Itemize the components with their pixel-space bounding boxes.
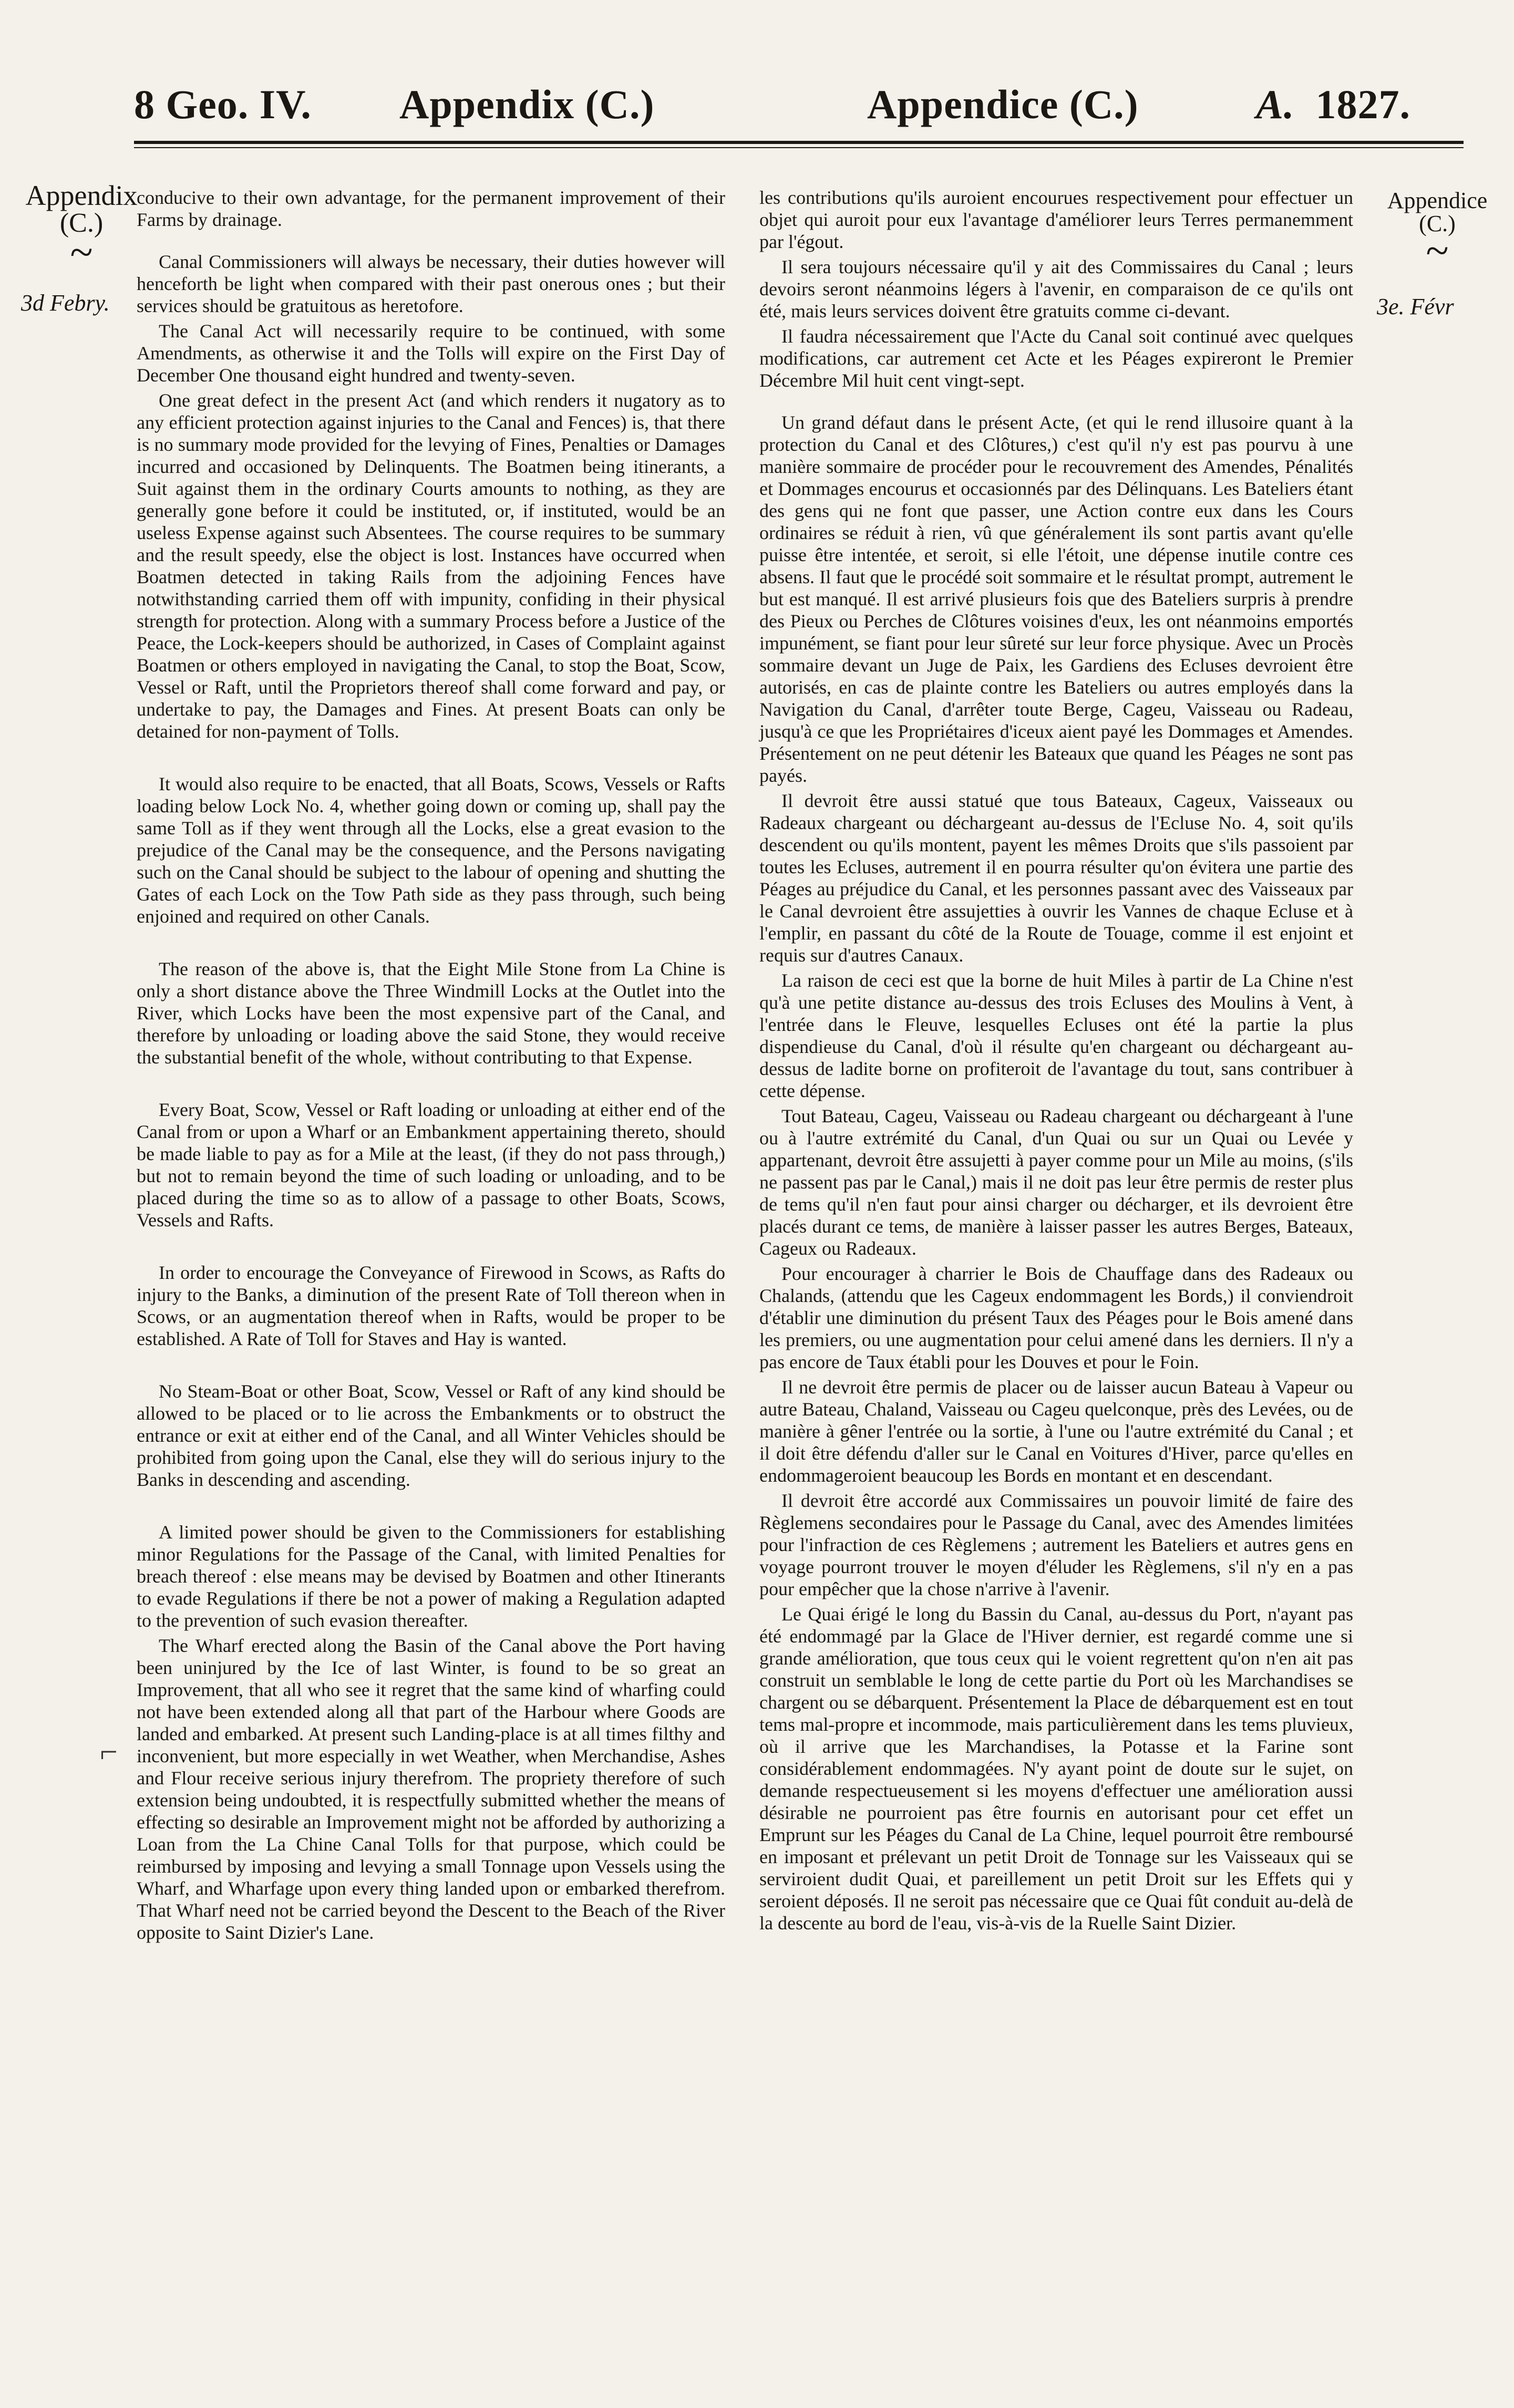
french-paragraph-3: Il faudra nécessairement que l'Acte du Canal soit continué avec quelques modifications, car autrement cet Acte et les Péages expireront le Premier Décembre Mil huit cent vingt-sept.	[759, 326, 1353, 391]
margin-note-left	[21, 181, 142, 315]
margin-right-appendice: Appendice	[1387, 188, 1488, 213]
english-paragraph-1: conducive to their own advantage, for the permanent improvement of their Farms by drainage.	[137, 187, 725, 230]
english-paragraph-2: Canal Commissioners will always be necessary, their duties however will henceforth be light when compared with their past onerous ones ; but their services should be gratuitous as heretofore.	[137, 251, 725, 316]
french-paragraph-9: Il ne devroit être permis de placer ou de laisser aucun Bateau à Vapeur ou autre Bateau, Chaland, Vaisseau ou Cageu quelconque, près des Levées, ou de manière à gêner l'entrée ou la sortie, à l'une ou l'autre extrémité du Canal ; et il doit être défendu d'aller sur le Canal en Voitures d'Hiver, parce qu'elles en endommageroient beaucoup les Bords en montant et en descendant.	[759, 1377, 1353, 1486]
english-paragraph-11: The Wharf erected along the Basin of the Canal above the Port having been uninjured by the Ice of last Winter, is found to be so great an Improvement, that all who see it regret that the same kind of wharfing could not have been extended along all that part of the Harbour where Goods are landed and embarked. At present such Landing-place is at all times filthy and inconvenient, but more especially in wet Weather, when Merchandise, Ashes and Flour receive serious injury therefrom. The propriety therefore of such extension being undoubted, it is respectfully submitted whether the means of effecting so desirable an Improvement might not be afforded by authorizing a Loan from the La Chine Canal Tolls for that purpose, which could be reimbursed by imposing and levying a small Tonnage upon Vessels using the Wharf, and Wharfage upon every thing landed upon or embarked therefrom. That Wharf need not be carried beyond the Descent to the Beach of the River opposite to Saint Dizier's Lane.	[137, 1635, 725, 1943]
french-paragraph-10: Il devroit être accordé aux Commissaires un pouvoir limité de faire des Règlemens secondaires pour le Passage du Canal, avec des Amendes limitées pour l'infraction de ces Règlemens ; autrement les Bateliers et autres gens en voyage pourront trouver le moyen d'éluder les Règlemens, s'il n'y en a pas pour empêcher que la chose n'arrive à l'avenir.	[759, 1490, 1353, 1599]
margin-left-letter: (C.)	[59, 208, 104, 238]
header-rule-thin	[134, 147, 1464, 148]
english-paragraph-4: One great defect in the present Act (and which renders it nugatory as to any efficient protection against injuries to the Canal and Fences) is, that there is no summary mode provided for the levying of Fines, Penalties or Damages incurred and occasioned by Delinquents. The Boatmen being itinerants, a Suit against them in the ordinary Courts amounts to nothing, as they are generally gone before it could be instituted, or, if instituted, would be an useless Expense against such Absentees. The course requires to be summary and the result speedy, else the object is lost. Instances have occurred when Boatmen detected in taking Rails from the adjoining Fences have notwithstanding carried them off with impunity, confiding in their physical strength for protection. Along with a summary Process before a Justice of the Peace, the Lock-keepers should be authorized, in Cases of Complaint against Boatmen or others employed in navigating the Canal, to stop the Boat, Scow, Vessel or Raft, until the Proprietors thereof shall come forward and pay, or undertake to pay, the Damages and Fines. At present Boats can only be detained for non-payment of Tolls.	[137, 390, 725, 742]
french-paragraph-11: Le Quai érigé le long du Bassin du Canal, au-dessus du Port, n'ayant pas été endommagé par la Glace de l'Hiver dernier, est regardé comme une si grande amélioration, que tous ceux qui le voient regrettent qu'on n'en ait pas construit un semblable le long de cette partie du Port où les Marchandises se chargent ou se débarquent. Présentement la Place de débarquement est en tout tems mal-propre et incommode, mais particulièrement dans les tems pluvieux, où il arrive que les Marchandises, la Potasse et la Farine sont considérablement endommagées. N'y ayant point de doute sur le sujet, on demande respectueusement si les moyens d'effectuer une amélioration aussi désirable ne pourroient pas être fournis en autorisant pour cet effet un Emprunt sur les Péages du Canal de La Chine, lequel pourroit être remboursé en imposant et prélevant un petit Droit de Tonnage sur les Vaisseaux qui se serviroient dudit Quai, et pareillement un petit Droit sur les Effets qui y seroient déposés. Il ne seroit pas nécessaire que ce Quai fût conduit au-delà de la descente au bord de l'eau, vis-à-vis de la Ruelle Saint Dizier.	[759, 1604, 1353, 1934]
header-session: 8 Geo. IV.	[134, 81, 312, 127]
header-year-block	[1256, 81, 1411, 127]
header-title-french: Appendice (C.)	[867, 81, 1139, 127]
french-paragraph-6: La raison de ceci est que la borne de huit Miles à partir de La Chine n'est qu'à une petite distance au-dessus des trois Ecluses des Moulins à Vent, à l'entrée dans le Fleuve, lesquelles Ecluses ont été la partie la plus dispendieuse du Canal, d'où il résulte qu'en chargeant ou déchargeant au-dessus de ladite borne on profiteroit de l'avantage du tout, sans contribuer à cette dépense.	[759, 970, 1353, 1101]
running-header	[0, 0, 1514, 158]
margin-right-letter: (C.)	[1419, 211, 1456, 236]
english-paragraph-8: In order to encourage the Conveyance of Firewood in Scows, as Rafts do injury to the Banks, a diminution of the present Rate of Toll thereon when in Scows, or an augmentation thereof when in Rafts, would be proper to be established. A Rate of Toll for Staves and Hay is wanted.	[137, 1262, 725, 1349]
margin-left-flourish-icon: ~	[70, 230, 93, 276]
paragraph-gap	[137, 1350, 725, 1380]
french-paragraph-5: Il devroit être aussi statué que tous Bateaux, Cageux, Vaisseaux ou Radeaux chargeant ou déchargeant au-dessus de l'Ecluse No. 4, soit qu'ils descendent ou qu'ils montent, payent les mêmes Droits que s'ils passoient par toutes les Ecluses, autrement il en pourra résulter qu'on évitera une partie des Péages au préjudice du Canal, et les personnes passant avec des Vaisseaux par le Canal devroient être assujetties à ouvrir les Vannes de chaque Ecluse et à l'emplir, en passant du côté de la Route de Touage, comme il est enjoint et requis sur d'autres Canaux.	[759, 790, 1353, 966]
margin-right-date: 3e. Févr	[1377, 294, 1454, 319]
english-column	[137, 187, 725, 1944]
french-paragraph-1: les contributions qu'ils auroient encourues respectivement pour effectuer un objet qui auroit pour eux l'avantage d'améliorer leurs Terres permanemment par l'égout.	[759, 187, 1353, 252]
pencil-mark-icon: ⌐	[100, 1734, 118, 1769]
paragraph-gap	[137, 1491, 725, 1521]
english-paragraph-5: It would also require to be enacted, that all Boats, Scows, Vessels or Rafts loading below Lock No. 4, whether going down or coming up, shall pay the same Toll as if they went through all the Locks, else a great evasion to the prejudice of the Canal may be the consequence, and the Persons navigating such on the Canal should be subject to the labour of opening and shutting the Gates of each Lock on the Tow Path side as they pass through, such being enjoined and required on other Canals.	[137, 773, 725, 927]
french-paragraph-2: Il sera toujours nécessaire qu'il y ait des Commissaires du Canal ; leurs devoirs seront néanmoins légers à l'avenir, en comparaison de ce qu'ils ont été, mais leurs services doivent être gratuits comme ci-devant.	[759, 256, 1353, 322]
margin-left-appendix: Appendix	[25, 180, 138, 211]
english-paragraph-9: No Steam-Boat or other Boat, Scow, Vessel or Raft of any kind should be allowed to be placed or to lie across the Embankments or to obstruct the entrance or exit at either end of the Canal, and all Winter Vehicles should be prohibited from going upon the Canal, else they will do serious injury to the Banks in descending and ascending.	[137, 1381, 725, 1490]
paragraph-gap	[759, 391, 1353, 411]
french-paragraph-4: Un grand défaut dans le présent Acte, (et qui le rend illusoire quant à la protection du Canal et des Clôtures,) c'est qu'il n'y est pas pourvu à une manière sommaire de procéder pour le recouvrement des Amendes, Pénalités et Dommages encourus et occasionnés par des Délinquans. Les Bateliers étant des gens qui ne font que passer, une Action contre eux dans les Cours ordinaires se réduit à rien, vû que généralement ils sont partis avant qu'elle puisse être intentée, et seroit, si elle l'étoit, une dépense inutile contre ces absens. Il faut que le procédé soit sommaire et le résultat prompt, autrement le but est manqué. Il est arrivé plusieurs fois que des Bateliers surpris à prendre des Pieux ou Perches de Clôtures voisines d'eux, les ont néanmoins emportés impunément, se fiant pour leur sûreté sur leur force physique. Avec un Procès sommaire devant un Juge de Paix, les Gardiens des Ecluses devroient être autorisés, en cas de plainte contre les Bateliers ou autres employés dans la Navigation du Canal, d'arrêter toute Berge, Cageu, Vaisseau ou Radeau, jusqu'à ce que les Propriétaires d'iceux aient payé les Dommages et Amendes. Présentement on ne peut détenir les Bateaux que quand les Péages ne sont pas payés.	[759, 412, 1353, 786]
margin-right-flourish-icon: ~	[1426, 228, 1449, 274]
paragraph-gap	[137, 742, 725, 773]
paragraph-gap	[137, 231, 725, 251]
english-paragraph-10: A limited power should be given to the Commissioners for establishing minor Regulations for the Passage of the Canal, with limited Penalties for breach thereof : else means may be devised by Boatmen and other Itinerants to evade Regulations if there be not a power of making a Regulation adapted to the prevention of such evasion thereafter.	[137, 1522, 725, 1631]
english-paragraph-3: The Canal Act will necessarily require to be continued, with some Amendments, as otherwise it and the Tolls will expire on the First Day of December One thousand eight hundred and twenty-seven.	[137, 321, 725, 386]
english-paragraph-7: Every Boat, Scow, Vessel or Raft loading or unloading at either end of the Canal from or upon a Wharf or an Embankment appertaining thereto, should be made liable to pay as for a Mile at the least, (if they do not pass through,) but not to remain beyond the time of such loading or unloading, and to be placed during the time so as to allow of a passage to other Boats, Scows, Vessels and Rafts.	[137, 1099, 725, 1231]
paragraph-gap	[137, 1068, 725, 1099]
margin-left-date: 3d Febry.	[21, 290, 110, 316]
header-year: 1827.	[1315, 81, 1411, 127]
english-paragraph-6: The reason of the above is, that the Eight Mile Stone from La Chine is only a short distance above the Three Windmill Locks at the Outlet into the River, which Locks have been the most expensive part of the Canal, and therefore by unloading or loading above the said Stone, they would receive the substantial benefit of the whole, without contributing to that Expense.	[137, 958, 725, 1068]
header-title-english: Appendix (C.)	[399, 81, 655, 127]
margin-note-right	[1377, 189, 1498, 318]
header-rule	[134, 141, 1464, 144]
french-column	[759, 187, 1353, 1934]
header-letter: A.	[1256, 81, 1295, 127]
paragraph-gap	[137, 927, 725, 958]
paragraph-gap	[137, 1231, 725, 1262]
french-paragraph-7: Tout Bateau, Cageu, Vaisseau ou Radeau chargeant ou déchargeant à l'une ou à l'autre extrémité du Canal, d'un Quai ou sur un Quai ou Levée y appartenant, devroit être assujetti à payer comme pour un Mile au moins, (s'ils ne passent pas par le Canal,) mais il ne doit pas leur être permis de rester plus de tems qu'il n'en faut pour ainsi charger ou décharger, et ils devroient être placés durant ce tems, de manière à laisser passer les autres Berges, Bateaux, Cageux ou Radeaux.	[759, 1105, 1353, 1259]
french-paragraph-8: Pour encourager à charrier le Bois de Chauffage dans des Radeaux ou Chalands, (attendu que les Cageux endommagent les Bords,) il conviendroit d'établir une diminution du présent Taux des Péages pour le Bois amené dans les premiers, ou une augmentation pour celui amené dans les derniers. Il n'y a pas encore de Taux établi pour les Douves et pour le Foin.	[759, 1263, 1353, 1372]
